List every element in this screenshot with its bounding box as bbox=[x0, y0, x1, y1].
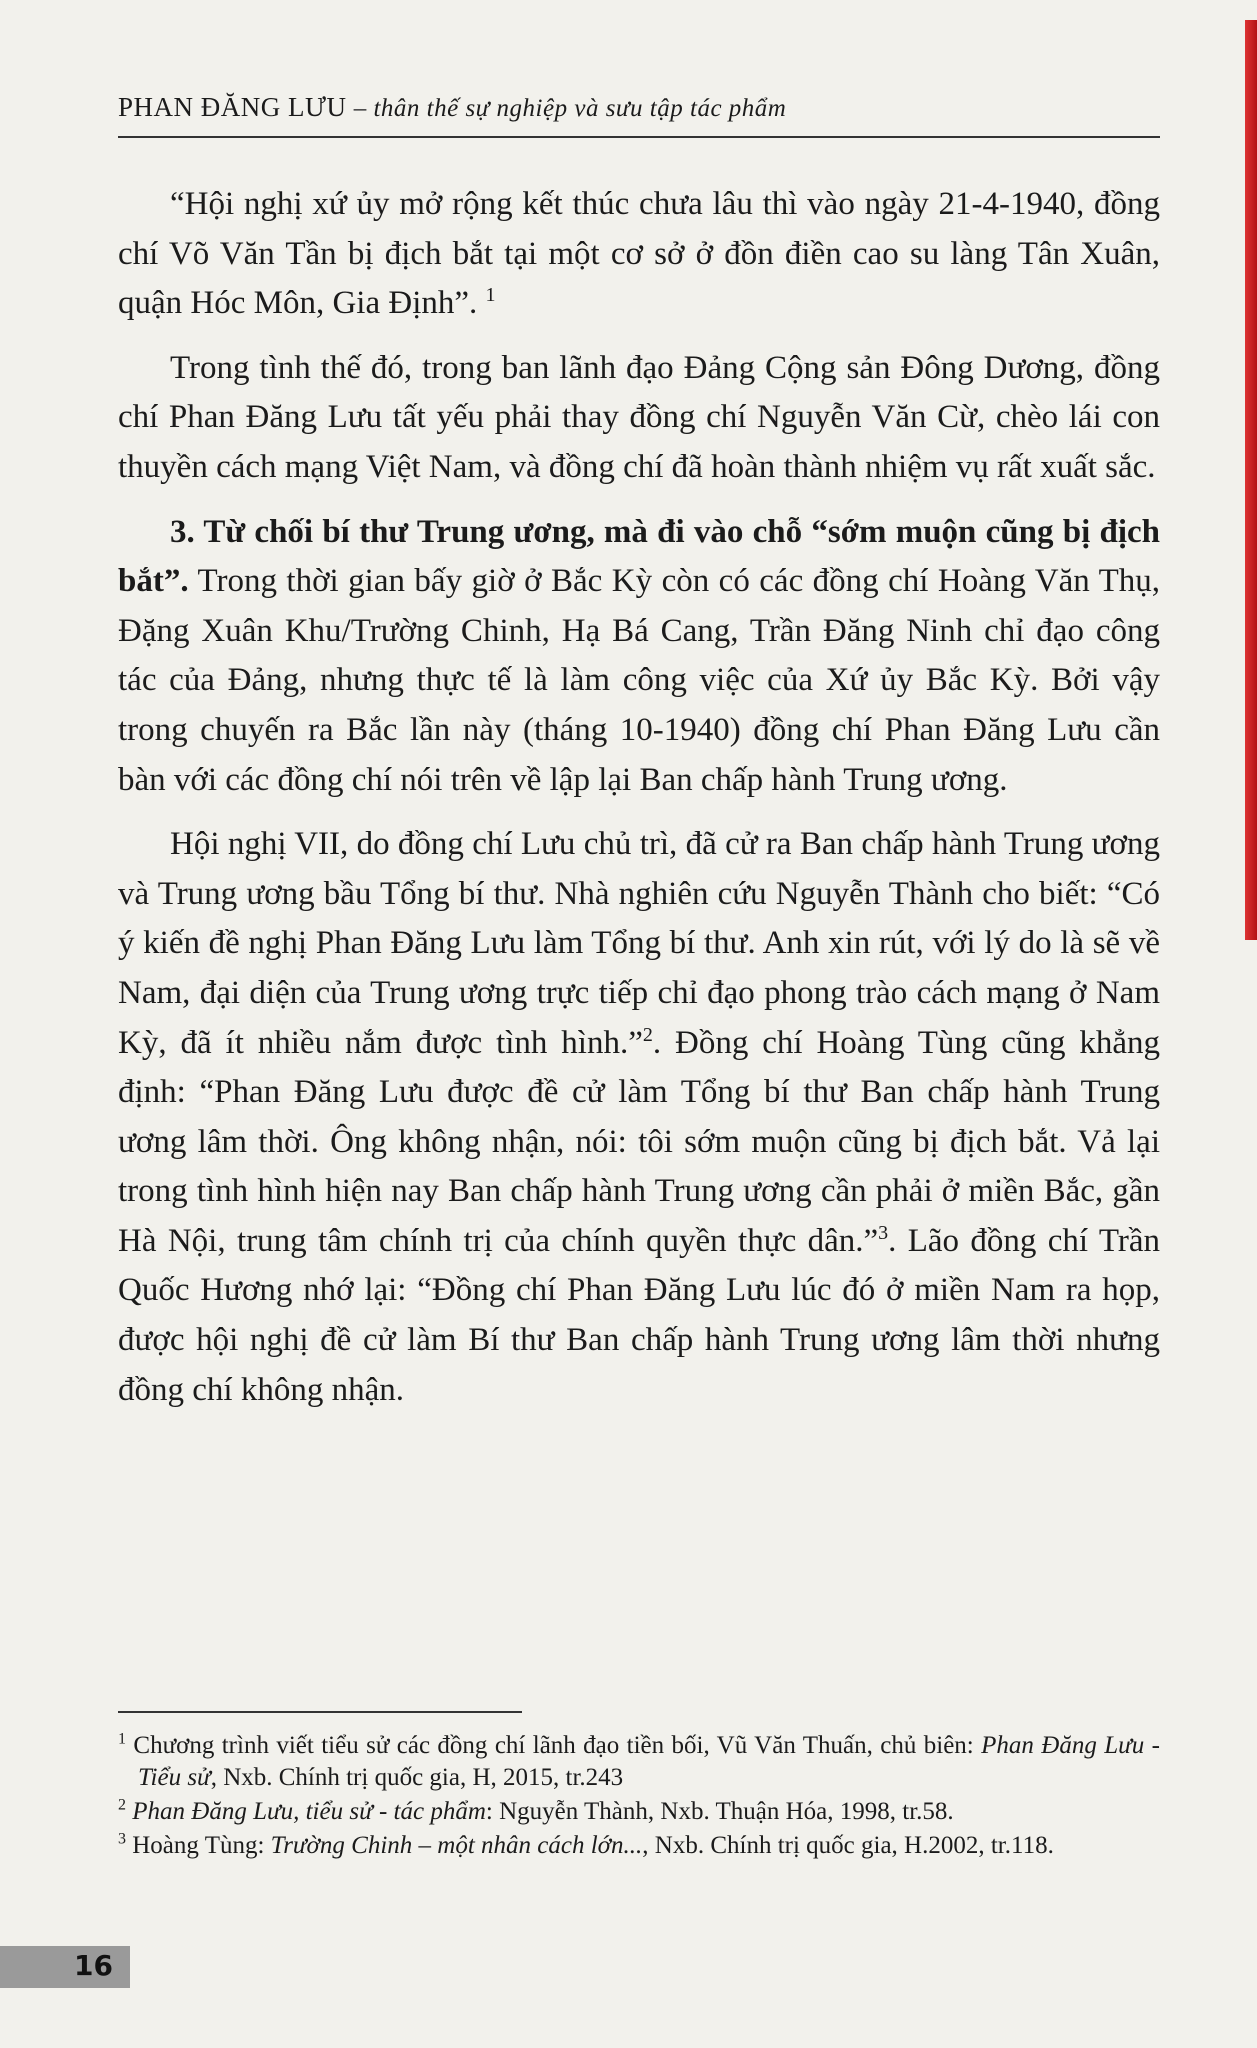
header-rule bbox=[118, 136, 1160, 138]
page-number: 16 bbox=[74, 1949, 113, 1982]
paragraph-2: Trong tình thế đó, trong ban lãnh đạo Đảng Cộng sản Đông Dương, đồng chí Phan Đăng Lưu tất yếu phải thay đồng chí Nguyễn Văn Cừ, chèo lái con thuyền cách mạng Việt Nam, và đồng chí đã hoàn thành nhiệm vụ rất xuất sắc. bbox=[118, 349, 1160, 485]
footnote-rule bbox=[118, 1711, 522, 1713]
footnote-2: $^2$ Phan Đăng Lưu, tiểu sử - tác phẩm: Nguyễn Thành, Nxb. Thuận Hóa, 1998, tr.58. bbox=[118, 1796, 954, 1825]
footnote-ref-1: 1 bbox=[485, 284, 496, 307]
header-subtitle: – thân thế sự nghiệp và sưu tập tác phẩm bbox=[353, 95, 787, 122]
paragraph-3: 3. Từ chối bí thư Trung ương, mà đi vào chỗ “sớm muộn cũng bị địch bắt”. Trong thời gian bấy giờ ở Bắc Kỳ còn có các đồng chí Hoàng Văn Thụ, Đặng Xuân Khu/Trường Chinh, Hạ Bá Cang, Trần Đăng Ninh chỉ đạo công tác của Đảng, nhưng thực tế là làm công việc của Xứ ủy Bắc Kỳ. Bởi vậy trong chuyến ra Bắc lần này (tháng 10-1940) đồng chí Phan Đăng Lưu cần bàn với các đồng chí nói trên về lập lại Ban chấp hành Trung ương. bbox=[118, 513, 1160, 798]
footnote-1: $^1$ Chương trình viết tiểu sử các đồng chí lãnh đạo tiền bối, Vũ Văn Thuấn, chủ biên: Phan Đăng Lưu - Tiểu sử, Nxb. Chính trị quốc gia, H, 2015, tr.243 bbox=[118, 1730, 1160, 1791]
footnotes bbox=[118, 1730, 1160, 1864]
red-page-edge bbox=[1245, 20, 1257, 940]
paragraph-1: “Hội nghị xứ ủy mở rộng kết thúc chưa lâu thì vào ngày 21-4-1940, đồng chí Võ Văn Tần bị địch bắt tại một cơ sở ở đồn điền cao su làng Tân Xuân, quận Hóc Môn, Gia Định”. $^1$ bbox=[118, 186, 1160, 322]
body-text bbox=[118, 180, 1160, 1430]
footnote-ref-3: 3 bbox=[878, 1221, 889, 1244]
header-title: PHAN ĐĂNG LƯU bbox=[118, 92, 347, 122]
footnote-3: $^3$ Hoàng Tùng: Trường Chinh – một nhân cách lớn..., Nxb. Chính trị quốc gia, H.2002, tr.118. bbox=[118, 1830, 1054, 1859]
footnote-ref-2: 2 bbox=[642, 1023, 653, 1046]
paragraph-4: Hội nghị VII, do đồng chí Lưu chủ trì, đã cử ra Ban chấp hành Trung ương và Trung ương bầu Tổng bí thư. Nhà nghiên cứu Nguyễn Thành cho biết: “Có ý kiến đề nghị Phan Đăng Lưu làm Tổng bí thư. Anh xin rút, với lý do là sẽ về Nam, đại diện của Trung ương trực tiếp chỉ đạo phong trào cách mạng ở Nam Kỳ, đã ít nhiều nắm được tình hình.”$^2$. Đồng chí Hoàng Tùng cũng khẳng định: “Phan Đăng Lưu được đề cử làm Tổng bí thư Ban chấp hành Trung ương lâm thời. Ông không nhận, nói: tôi sớm muộn cũng bị địch bắt. Vả lại trong tình hình hiện nay Ban chấp hành Trung ương cần phải ở miền Bắc, gần Hà Nội, trung tâm chính trị của chính quyền thực dân.”$^3$. Lão đồng chí Trần Quốc Hương nhớ lại: “Đồng chí Phan Đăng Lưu lúc đó ở miền Nam ra họp, được hội nghị đề cử làm Bí thư Ban chấp hành Trung ương lâm thời nhưng đồng chí không nhận. bbox=[118, 826, 1160, 1408]
running-header bbox=[118, 92, 1160, 123]
section-heading: 3. Từ chối bí thư Trung ương, mà đi vào chỗ “sớm muộn cũng bị địch bắt”. bbox=[118, 513, 1160, 600]
